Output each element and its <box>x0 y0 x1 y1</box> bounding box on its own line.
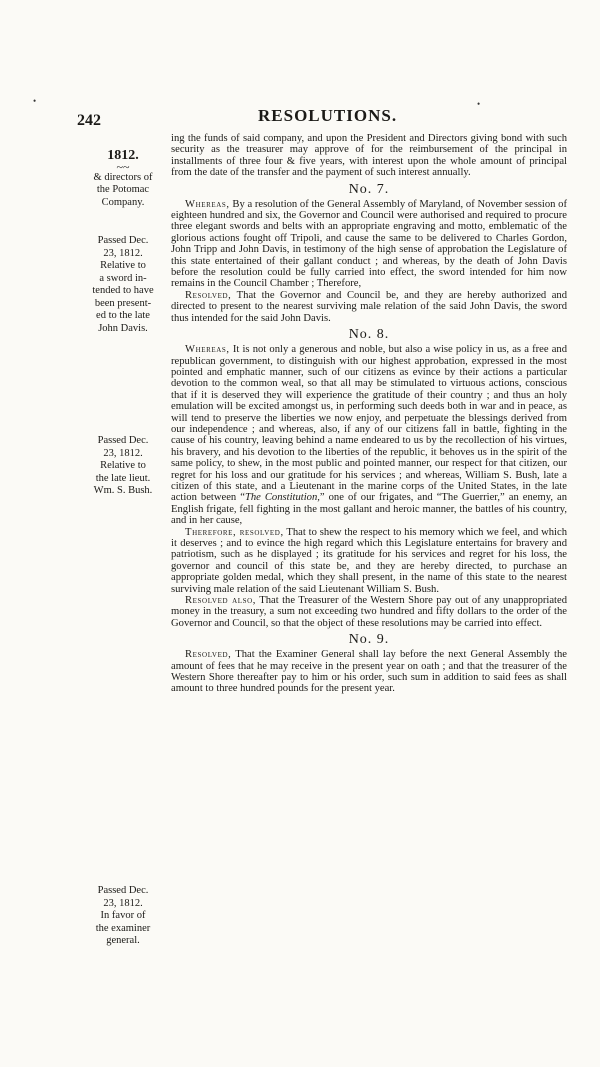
margin-line: the late lieut. <box>95 472 151 484</box>
resolution-heading-8: No. 8. <box>348 327 390 343</box>
resolved-paragraph-9 <box>171 649 567 695</box>
resolved-text: That the Examiner General shall lay before the next General Assembly the amount of fees that he may receive in the present year on oath ; and that the treasurer of the Western Shore thereafter pay to him or his order, such sum in addition to said fees as shall amount to three hundred pounds for the present year. <box>171 649 567 695</box>
whereas-text-cont: ” one of our frigates, and “The Guerrier,” an enemy, an English frigate, fell fighting in the most gallant and heroic manner, the battles of his country, and in her cause, <box>171 492 568 527</box>
margin-line: Relative to <box>100 460 146 471</box>
whereas-paragraph-7 <box>171 199 567 290</box>
therefore-text: That to shew the respect to his memory which we feel, and which it deserves ; and to evince the high regard which this Legislature entertains for bravery and patriotism, such as he displayed ; its gratitude for his services and regret for his loss, the governor and council of this state be, and they are hereby directed, to purchase an appropriate golden medal, which they shall present, in the name of this state to the nearest surviving male relation of the said Lieutenant William S. Bush. <box>171 526 567 595</box>
resolved-also-text: That the Treasurer of the Western Shore pay out of any unappropriated money in the treasury, a sum not exceeding two hundred and fifty dollars to the order of the Governor and Council, so that the object of these resolutions may be carried into effect. <box>171 595 567 629</box>
margin-line: 23, 1812. <box>103 447 143 459</box>
running-title: RESOLUTIONS. <box>258 106 398 125</box>
margin-line: In favor of <box>100 910 146 921</box>
margin-line: Company. <box>101 196 145 208</box>
resolution-heading-9: No. 9. <box>348 632 390 648</box>
margin-line: Passed Dec. <box>97 435 149 446</box>
resolved-lead: Resolved, <box>185 289 232 301</box>
margin-line: been present- <box>94 297 152 309</box>
margin-line: & directors of <box>93 171 153 183</box>
margin-line: Wm. S. Bush. <box>93 485 153 496</box>
margin-note-no7 <box>78 235 168 335</box>
margin-line: Passed Dec. <box>97 235 149 246</box>
resolved-lead: Resolved, <box>185 649 232 661</box>
resolved-text: That the Governor and Council be, and they are hereby authorized and directed to present to the nearest surviving male relation of the said John Davis, the sword thus intended for the said John Davis. <box>171 289 567 324</box>
margin-line: a sword in- <box>99 272 147 284</box>
margin-line: Relative to <box>100 260 146 271</box>
margin-note-no9 <box>78 885 168 948</box>
therefore-paragraph-8 <box>171 527 567 595</box>
ink-speck: • <box>33 96 37 106</box>
margin-line: general. <box>106 935 140 946</box>
swash-ornament: ~~ <box>116 159 130 174</box>
margin-line: ed to the late <box>96 310 150 321</box>
continuation-paragraph: ing the funds of said company, and upon the President and Directors giving bond with such security as the treasurer may approve of for the reimbursement of the principal in installments of three four & five years, with interest upon the whole amount of principal from the date of the transfer and the payment of such interest annually. <box>171 133 567 179</box>
margin-line: 23, 1812. <box>103 247 143 259</box>
whereas-lead: Whereas, <box>185 198 230 210</box>
whereas-paragraph-8 <box>171 344 567 527</box>
margin-note-no8 <box>78 435 168 498</box>
page-number: 242 <box>77 112 101 129</box>
margin-line: the examiner <box>95 922 151 934</box>
margin-line: the Potomac <box>96 184 150 195</box>
resolved-also-paragraph-8 <box>171 595 567 629</box>
whereas-lead: Whereas, <box>185 344 230 356</box>
margin-line: Passed Dec. <box>97 885 149 896</box>
whereas-text: It is not only a generous and noble, but also a wise policy in us, as a free and republican government, to distinguish with our highest approbation, expressed in the most pointed and emphatic manner, such of our citizens as evince by their actions a particular devotion to the common weal, so that all may be stimulated to virtuous actions, conscious that if it is deserved they will experience the gratitude of their country ; and thus an holy emulation will be excited amongst us, in performing such deeds both in war and in peace, as will tend to preserve the liberties we now enjoy, and perpetuate the blessings derived from our independence ; and whereas, also, if any of our citizens fall in battle, fighting in the cause of his country, leaving behind a name endeared to us by the recollection of his virtues, his bravery, and his devotion to the liberties of the republic, it behoves us in the spirit of the same policy, to shew, in the most public and pointed manner, our respect for that citizen, our regret for his loss and our gratitude for his services ; and whereas, William S. Bush, late a citizen of this state, and a Lieutenant in the marine corps of the United States, in the late action between “ <box>171 344 567 504</box>
body-text <box>171 133 567 695</box>
whereas-text: By a resolution of the General Assembly of Maryland, of November session of eighteen hundred and six, the Governor and Council were authorised and required to procure three elegant swords and belts with an appropriate engraving and motto, emblematic of the glorious actions fought off Tripoli, and cause the same to be delivered to Charles Gordon, John Tripp and John Davis, in testimony of the high sense of approbation the Legislature of this state entertained of their gallant conduct ; and whereas, by the death of John Davis before the resolution could be fully carried into effect, the sword intended for him now remains in the Council Chamber ; Therefore, <box>171 198 567 290</box>
margin-line: John Davis. <box>98 322 148 334</box>
ship-name: The Constitution, <box>244 492 320 504</box>
margin-line: 23, 1812. <box>103 897 143 909</box>
ink-speck: • <box>477 99 481 109</box>
margin-line: tended to have <box>92 285 154 296</box>
resolved-also-lead: Resolved also, <box>185 595 257 607</box>
therefore-lead: Therefore, resolved, <box>185 526 284 538</box>
resolved-paragraph-7 <box>171 290 567 324</box>
resolution-heading-7: No. 7. <box>348 181 390 197</box>
margin-note-potomac <box>78 150 168 209</box>
margin-year: 1812. <box>107 148 139 163</box>
